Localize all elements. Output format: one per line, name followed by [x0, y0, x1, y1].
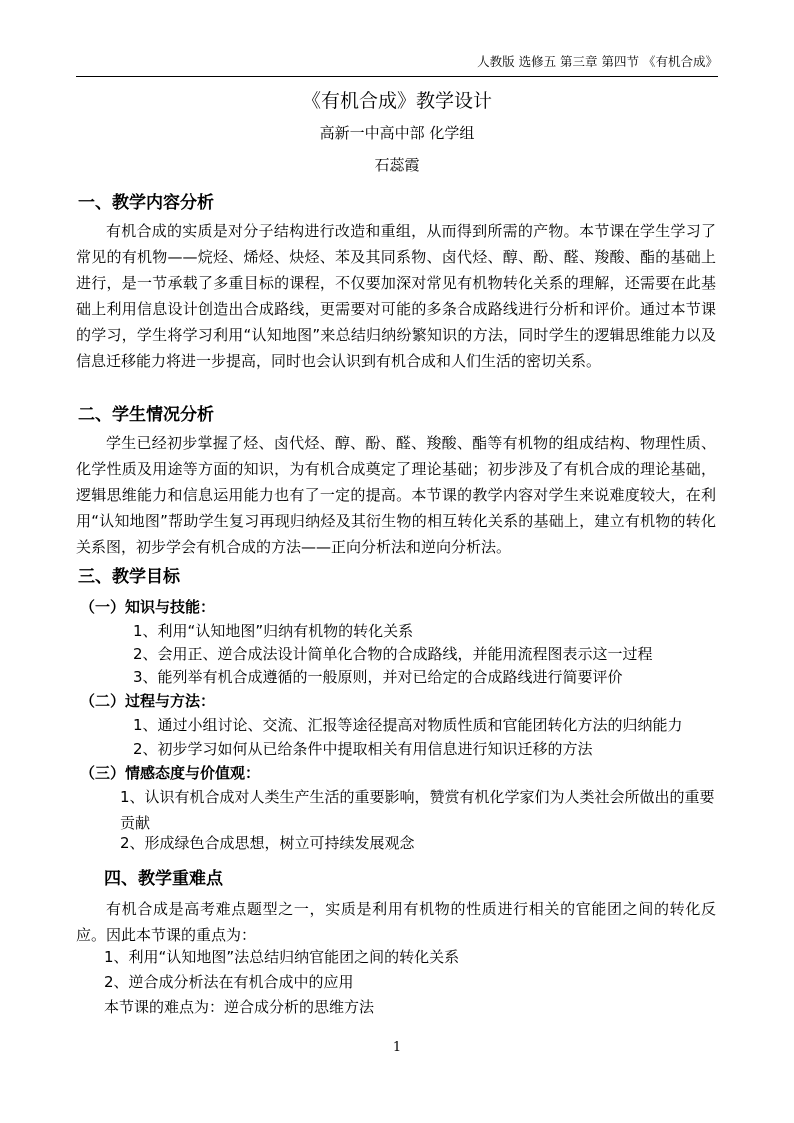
- objective-item: 2、会用正、逆合成法设计简单化合物的合成路线，并能用流程图表示这一过程: [133, 645, 653, 663]
- difficulty-line: 本节课的难点为：逆合成分析的思维方法: [104, 998, 375, 1016]
- author-line: 石蕊霞: [374, 156, 420, 174]
- section-heading-objectives: 三、教学目标: [78, 567, 180, 587]
- subheading-attitudes-values: （三）情感态度与价值观：: [80, 764, 261, 782]
- section-heading-key-points: 四、教学重难点: [104, 869, 223, 889]
- objective-item: 2、初步学习如何从已给条件中提取相关有用信息进行知识迁移的方法: [133, 740, 593, 758]
- section-heading-student-analysis: 二、学生情况分析: [78, 405, 214, 425]
- section-heading-content-analysis: 一、教学内容分析: [78, 193, 214, 213]
- objective-item: 3、能列举有机合成遵循的一般原则，并对已给定的合成路线进行简要评价: [133, 668, 623, 686]
- subheading-process-methods: （二）过程与方法：: [80, 692, 216, 710]
- section-body-content-analysis: 有机合成的实质是对分子结构进行改造和重组，从而得到所需的产物。本节课在学生学习了常见的有机物——烷烃、烯烃、炔烃、苯及其同系物、卤代烃、醇、酚、醛、羧酸、酯的基础上进行，是一节承载了多重目标的课程，不仅要加深对常见有机物转化关系的理解，还需要在此基础上利用信息设计创造出合成路线，更需要对可能的多条合成路线进行分析和评价。通过本节课的学习，学生将学习利用“认知地图”来总结归纳纷繁知识的方法，同时学生的逻辑思维能力以及信息迁移能力将进一步提高，同时也会认识到有机合成和人们生活的密切关系。: [76, 222, 716, 370]
- page-number: 1: [392, 1040, 402, 1055]
- section-body-key-points: 有机合成是高考难点题型之一，实质是利用有机物的性质进行相关的官能团之间的转化反应。因此本节课的重点为：: [76, 900, 716, 944]
- objective-item: 1、利用“认知地图”归纳有机物的转化关系: [133, 622, 414, 640]
- key-point-item: 1、利用“认知地图”法总结归纳官能团之间的转化关系: [104, 948, 460, 966]
- school-line: 高新一中高中部 化学组: [319, 124, 475, 142]
- document-title: 《有机合成》教学设计: [301, 90, 492, 112]
- objective-item: 2、形成绿色合成思想，树立可持续发展观念: [120, 834, 415, 852]
- objective-item: 1、通过小组讨论、交流、汇报等途径提高对物质性质和官能团转化方法的归纳能力: [133, 716, 683, 734]
- subheading-knowledge-skills: （一）知识与技能：: [80, 598, 216, 616]
- running-header: 人教版 选修五 第三章 第四节 《有机合成》: [76, 52, 718, 77]
- objective-item: 1、认识有机合成对人类生产生活的重要影响，赞赏有机化学家们为人类社会所做出的重要贡献: [120, 788, 715, 832]
- key-point-item: 2、逆合成分析法在有机合成中的应用: [104, 973, 354, 991]
- section-body-student-analysis: 学生已经初步掌握了烃、卤代烃、醇、酚、醛、羧酸、酯等有机物的组成结构、物理性质、化学性质及用途等方面的知识，为有机合成奠定了理论基础；初步涉及了有机合成的理论基础，逻辑思维能力和信息运用能力也有了一定的提高。本节课的教学内容对学生来说难度较大，在利用“认知地图”帮助学生复习再现归纳烃及其衍生物的相互转化关系的基础上，建立有机物的转化关系图，初步学会有机合成的方法——正向分析法和逆向分析法。: [76, 434, 716, 556]
